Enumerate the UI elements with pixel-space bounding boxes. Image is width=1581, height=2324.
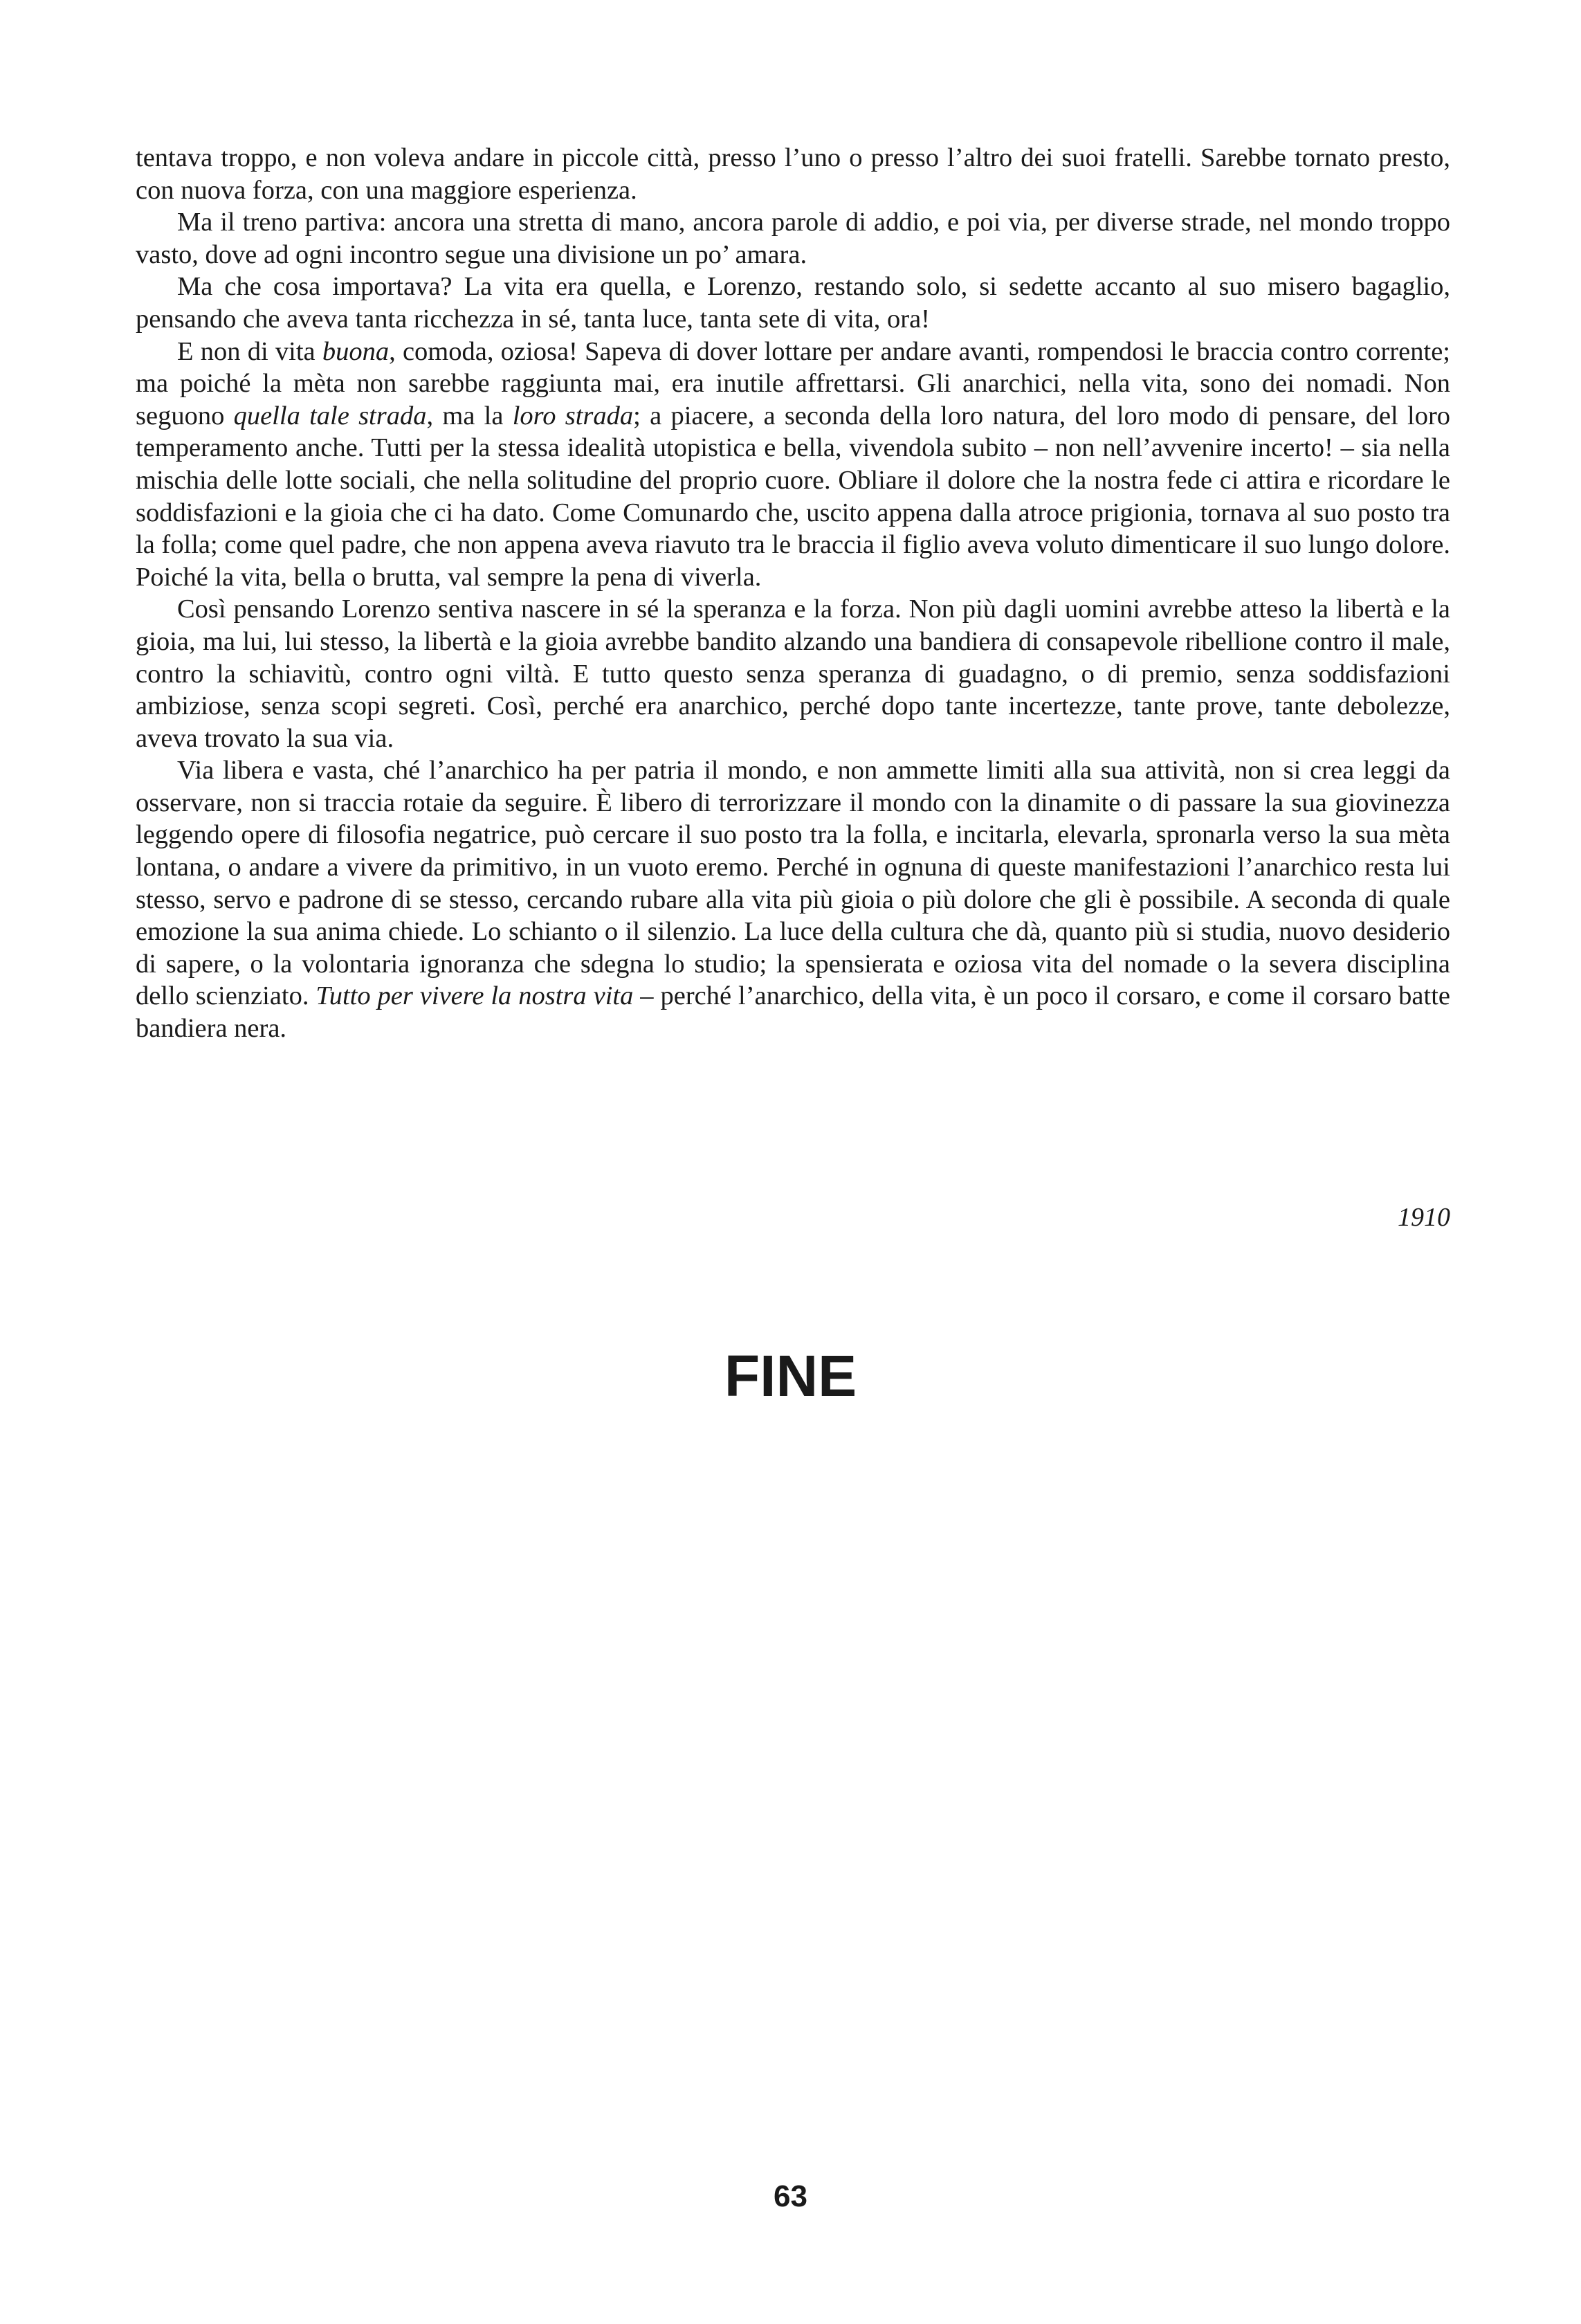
paragraph [136, 754, 1450, 1044]
body-text [136, 142, 1450, 1045]
text-run: Così pensando Lorenzo sentiva nascere in sé la speranza e la forza. Non più dagli uomini avrebbe atteso la libertà e la gioia, ma lui, lui stesso, la libertà e la gioia avrebbe bandito alzando una bandiera di consapevole ribellione contro il male, contro la schiavitù, contro ogni viltà. E tutto questo senza speranza di guadagno, o di premio, senza soddisfazioni ambiziose, senza scopi segreti. Così, perché era anarchico, perché dopo tante incertezze, tante prove, tante debolezze, aveva trovato la sua via. [136, 594, 1450, 753]
paragraph [136, 271, 1450, 335]
text-run: – perché l’anarchico, della vita, è un poco il corsaro, e come il corsaro batte bandiera nera. [136, 981, 1450, 1044]
text-run: ; a piacere, a seconda della loro natura, del loro modo di pensare, del loro temperamento anche. Tutti per la stessa idealità utopistica e bella, vivendola subito – non nell’avvenire incerto! – sia nella mischia delle lotte sociali, che nella solitudine del proprio cuore. Obliare il dolore che la nostra fede ci attira e ricordare le soddisfazioni e la gioia che ci ha dato. Come Comunardo che, uscito appena dalla atroce prigionia, tornava al suo posto tra la folla; come quel padre, che non appena aveva riavuto tra le braccia il figlio aveva voluto dimenticare il suo lungo dolore. Poiché la vita, bella o brutta, val sempre la pena di viverla. [136, 401, 1451, 592]
italic-text-run: Tutto per vivere la nostra vita [316, 981, 634, 1011]
text-run: , comoda, oziosa! Sapeva di dover lottare per andare avanti, rompendosi le braccia contro corrente; ma poiché la mèta non sarebbe raggiunta mai, era inutile affrettarsi. Gli anarchici, nella vita, sono dei nomadi. Non seguono [136, 336, 1450, 430]
paragraph [136, 593, 1450, 754]
text-run: Via libera e vasta, ché l’anarchico ha per patria il mondo, e non ammette limiti alla sua attività, non si crea leggi da osservare, non si traccia rotaie da seguire. È libero di terrorizzare il mondo con la dinamite o di passare la sua giovinezza leggendo opere di filosofia negatrice, può cercare il suo posto tra la folla, e incitarla, elevarla, spronarla verso la sua mèta lontana, o andare a vivere da primitivo, in un vuoto eremo. Perché in ognuna di queste manifestazioni l’anarchico resta lui stesso, servo e padrone di se stesso, cercando rubare alla vita più gioia o più dolore che gli è possibile. A seconda di quale emozione la sua anima chiede. Lo schianto o il silenzio. La luce della cultura che dà, quanto più si studia, nuovo desiderio di sapere, o la volontaria ignoranza che sdegna lo studio; la spensierata e oziosa vita del nomade o la severa disciplina dello scienziato. [136, 756, 1450, 1011]
italic-text-run: quella tale strada [233, 401, 427, 430]
end-title: FINE [724, 1343, 857, 1408]
page-number: 63 [774, 2179, 807, 2213]
paragraph [136, 206, 1450, 271]
paragraph [136, 142, 1450, 206]
paragraph [136, 336, 1450, 594]
italic-text-run: loro strada [512, 401, 634, 430]
italic-text-run: buona [322, 336, 390, 366]
text-run: Ma il treno partiva: ancora una stretta di mano, ancora parole di addio, e poi via, per diverse strade, nel mondo troppo vasto, dove ad ogni incontro segue una divisione un po’ amara. [136, 208, 1450, 269]
text-run: , ma la [426, 401, 513, 430]
text-run: E non di vita [177, 336, 322, 366]
text-run: tentava troppo, e non voleva andare in piccole città, presso l’uno o presso l’altro dei suoi fratelli. Sarebbe tornato presto, con nuova forza, con una maggiore esperienza. [136, 143, 1450, 205]
text-run: Ma che cosa importava? La vita era quella, e Lorenzo, restando solo, si sedette accanto al suo misero bagaglio, pensando che aveva tanta ricchezza in sé, tanta luce, tanta sete di vita, ora! [136, 272, 1450, 334]
year-signature: 1910 [1398, 1203, 1450, 1232]
